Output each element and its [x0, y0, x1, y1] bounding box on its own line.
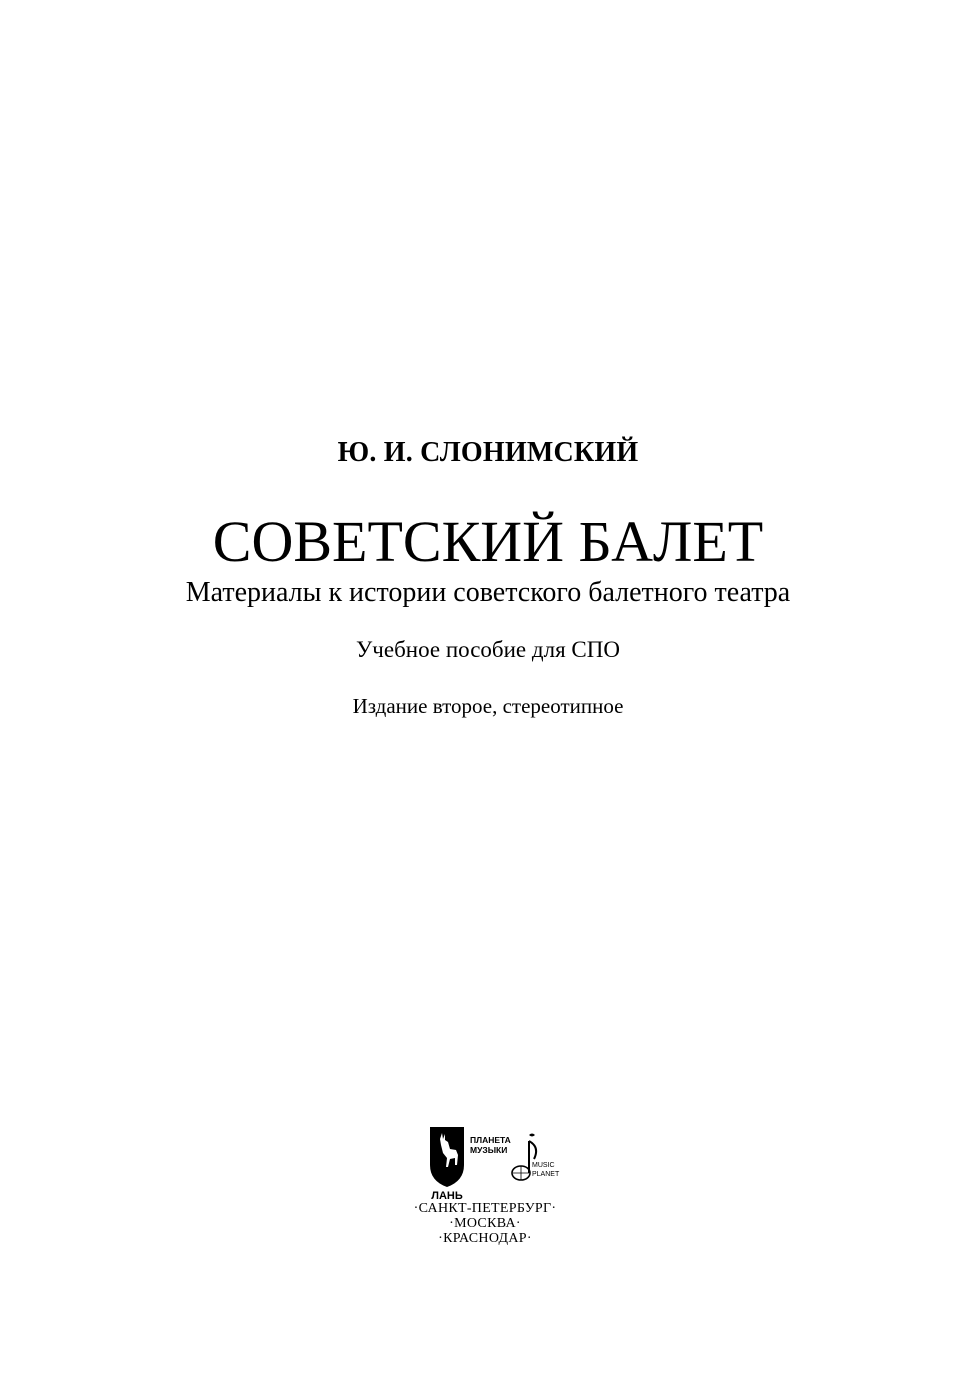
planet-en-line2: PLANET [532, 1171, 560, 1178]
book-purpose: Учебное пособие для СПО [356, 637, 620, 662]
book-subtitle: Материалы к истории советского балетного театра [185, 577, 791, 608]
lan-logo-text: ЛАНЬ [431, 1190, 463, 1202]
edition-note: Издание второе, стереотипное [352, 694, 624, 718]
author-name: Ю. И. СЛОНИМСКИЙ [337, 437, 639, 468]
publisher-block [400, 1120, 570, 1250]
city-krasnodar: ·КРАСНОДАР· [438, 1231, 532, 1246]
planet-ru-line2: МУЗЫКИ [470, 1145, 508, 1155]
lan-logo [430, 1127, 464, 1202]
publisher-logo [428, 1125, 560, 1203]
city-saint-petersburg: ·САНКТ-ПЕТЕРБУРГ· [413, 1201, 557, 1216]
planet-music-logo [470, 1134, 560, 1181]
planet-en-line1: MUSIC [532, 1162, 555, 1169]
book-title: СОВЕТСКИЙ БАЛЕТ [212, 509, 764, 574]
planet-ru-line1: ПЛАНЕТА [470, 1135, 511, 1145]
city-moscow: ·МОСКВА· [449, 1216, 521, 1231]
